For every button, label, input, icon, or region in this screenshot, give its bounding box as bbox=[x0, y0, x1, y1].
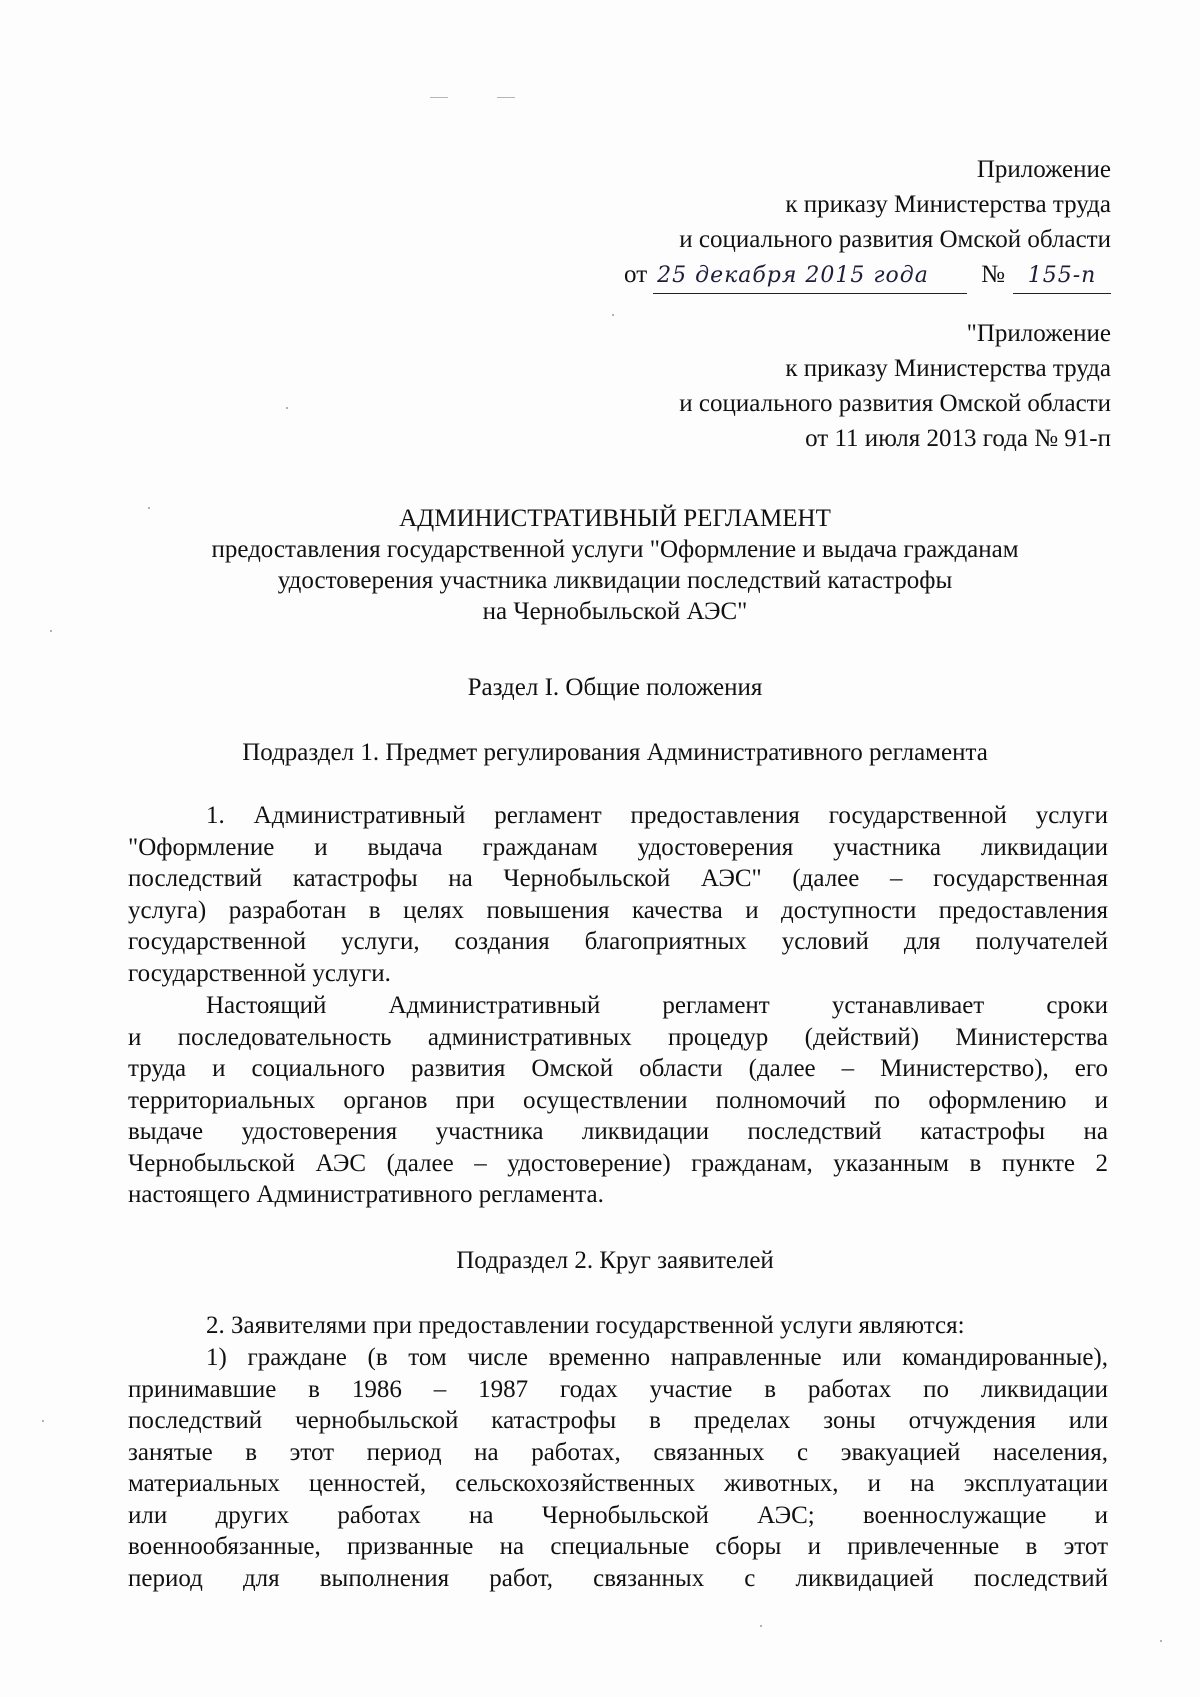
paragraph-line: материальных ценностей, сельскохозяйственных животных, и на эксплуатации bbox=[128, 1470, 1108, 1497]
paragraph-line: Настоящий Административный регламент устанавливает сроки bbox=[206, 992, 1108, 1019]
subsection-heading: Подраздел 2. Круг заявителей bbox=[456, 1247, 774, 1274]
paragraph-line: государственной услуги. bbox=[128, 959, 391, 987]
paragraph-line: 2. Заявителями при предоставлении государственной услуги являются: bbox=[206, 1312, 965, 1339]
section-heading: Раздел I. Общие положения bbox=[467, 674, 763, 701]
scan-artifact bbox=[1160, 1640, 1162, 1642]
paragraph-line: территориальных органов при осуществлении полномочий по оформлению и bbox=[128, 1086, 1108, 1114]
paragraph-line: принимавшие в 1986 – 1987 годах участие в работах по ликвидации bbox=[128, 1375, 1108, 1403]
attachment-header bbox=[411, 152, 1111, 294]
paragraph-1 bbox=[128, 800, 1108, 989]
attachment-line: от 11 июля 2013 года № 91-п bbox=[805, 425, 1111, 452]
attachment-line: к приказу Министерства труда bbox=[785, 191, 1111, 218]
paragraph-line: период для выполнения работ, связанных с ликвидацией последствий bbox=[128, 1564, 1108, 1592]
title-main: АДМИНИСТРАТИВНЫЙ РЕГЛАМЕНТ bbox=[399, 505, 831, 532]
paragraph-line: труда и социального развития Омской области (далее – Министерство), его bbox=[128, 1055, 1108, 1082]
paragraph-line: выдаче удостоверения участника ликвидации последствий катастрофы на bbox=[128, 1118, 1108, 1145]
paragraph-line: Чернобыльской АЭС (далее – удостоверение) гражданам, указанным в пункте 2 bbox=[128, 1149, 1108, 1177]
attachment-line: Приложение bbox=[976, 156, 1111, 183]
paragraph-line: последствий чернобыльской катастрофы в пределах зоны отчуждения или bbox=[128, 1407, 1108, 1434]
previous-attachment-header bbox=[411, 316, 1111, 456]
paragraph-line: или других работах на Чернобыльской АЭС; военнослужащие и bbox=[128, 1501, 1108, 1529]
paragraph-line: и последовательность административных процедур (действий) Министерства bbox=[128, 1023, 1108, 1051]
handwritten-order-number: 155-п bbox=[1013, 258, 1111, 294]
paragraph-2 bbox=[128, 990, 1108, 1211]
subsection-heading: Подраздел 1. Предмет регулирования Административного регламента bbox=[242, 739, 988, 766]
paragraph-line: 1) граждане (в том числе временно направленные или командированные), bbox=[206, 1344, 1108, 1371]
scan-artifact bbox=[430, 97, 448, 98]
paragraph-line: 1. Административный регламент предоставления государственной услуги bbox=[206, 802, 1108, 829]
paragraph-3 bbox=[128, 1310, 1108, 1342]
paragraph-line: настоящего Административного регламента. bbox=[128, 1181, 604, 1208]
paragraph-line: последствий катастрофы на Чернобыльской АЭС" (далее – государственная bbox=[128, 865, 1108, 892]
attachment-line: "Приложение bbox=[966, 320, 1111, 347]
title-subtitle-line: удостоверения участника ликвидации последствий катастрофы bbox=[277, 567, 953, 594]
document-title bbox=[120, 503, 1110, 627]
order-number-label: № bbox=[981, 261, 1005, 288]
scan-artifact bbox=[286, 407, 288, 409]
paragraph-line: занятые в этот период на работах, связанных с эвакуацией населения, bbox=[128, 1438, 1108, 1466]
scan-artifact bbox=[50, 630, 52, 632]
paragraph-line: услуга) разработан в целях повышения качества и доступности предоставления bbox=[128, 896, 1108, 924]
order-reference-line bbox=[411, 257, 1111, 294]
scan-artifact bbox=[760, 1625, 762, 1627]
order-prefix: от bbox=[624, 261, 648, 288]
title-subtitle-line: предоставления государственной услуги "Оформление и выдача гражданам bbox=[211, 536, 1019, 563]
paragraph-line: "Оформление и выдача гражданам удостоверения участника ликвидации bbox=[128, 833, 1108, 861]
attachment-line: и социального развития Омской области bbox=[679, 390, 1111, 417]
title-subtitle-line: на Чернобыльской АЭС" bbox=[482, 598, 748, 625]
handwritten-order-date: 25 декабря 2015 года bbox=[653, 258, 967, 294]
paragraph-line: государственной услуги, создания благоприятных условий для получателей bbox=[128, 928, 1108, 955]
paragraph-4 bbox=[128, 1342, 1108, 1594]
attachment-line: и социального развития Омской области bbox=[679, 226, 1111, 253]
attachment-line: к приказу Министерства труда bbox=[785, 355, 1111, 382]
paragraph-line: военнообязанные, призванные на специальные сборы и привлеченные в этот bbox=[128, 1533, 1108, 1560]
scan-artifact bbox=[42, 1420, 44, 1422]
scan-artifact bbox=[497, 97, 515, 98]
